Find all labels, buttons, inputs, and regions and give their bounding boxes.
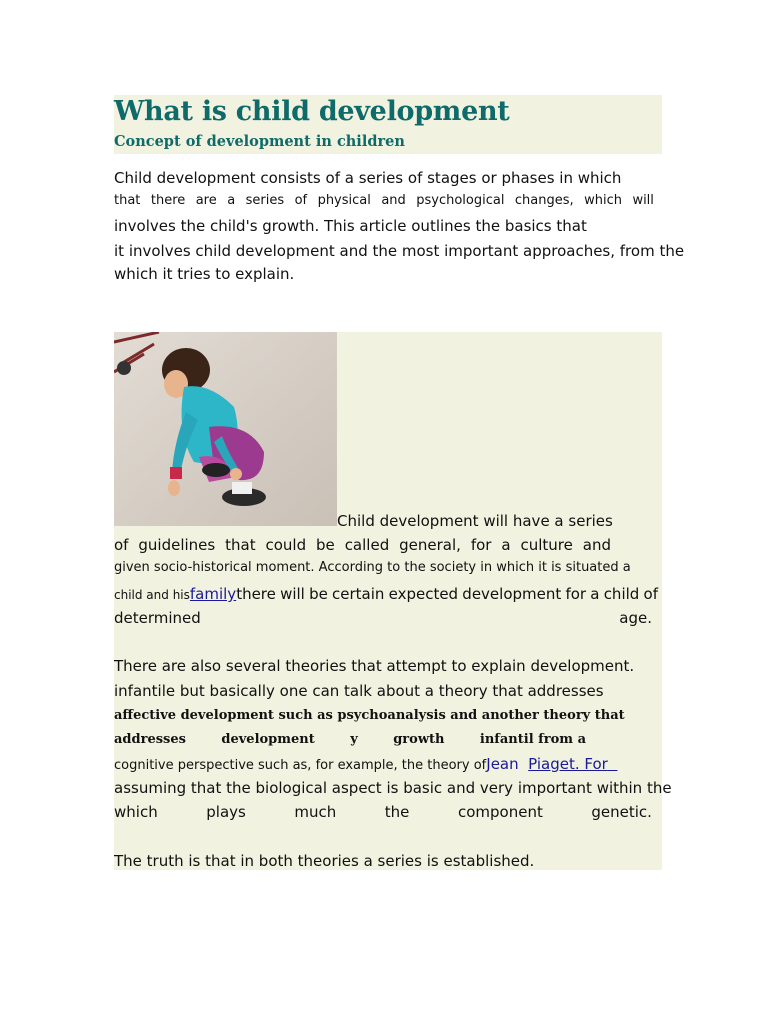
word: y (350, 732, 358, 747)
intro-line-3: involves the child's growth. This article outlines the basics that (114, 217, 587, 235)
para2-line-2: infantile but basically one can talk about a theory that addresses (114, 682, 604, 700)
word: changes, (514, 193, 574, 208)
word: which (584, 193, 622, 208)
intro-line-2 (114, 191, 654, 211)
intro-line-5: which it tries to explain. (114, 265, 295, 283)
word: genetic. (591, 803, 652, 821)
word: could (265, 536, 307, 554)
word: expected (388, 585, 459, 603)
para1-line-4-rest (236, 584, 658, 604)
para1-line-4-prefix: child and his (114, 588, 190, 602)
word: of (294, 193, 308, 208)
intro-line-1: Child development consists of a series of stages or phases in which (114, 169, 622, 187)
para1-line-5 (114, 608, 652, 628)
para2-line-5 (114, 754, 617, 776)
word: of (114, 536, 129, 554)
word: child (603, 585, 640, 603)
word: culture (520, 536, 573, 554)
word: development (462, 585, 562, 603)
para2-line-3: affective development such as psychoanalysis and another theory that (114, 708, 625, 723)
para1-line-5-right: age. (619, 609, 652, 627)
word: and (582, 536, 611, 554)
word: and (381, 193, 406, 208)
word: psychological (416, 193, 505, 208)
piaget-link[interactable]: Piaget. For (528, 755, 608, 773)
word: general, (399, 536, 461, 554)
word: of (643, 585, 658, 603)
para1-line-1: Child development will have a series (337, 512, 613, 530)
para1-line-5-left: determined (114, 609, 201, 627)
para2-line-1: There are also several theories that attempt to explain development. (114, 657, 635, 675)
word: plays (206, 803, 246, 821)
title-block (114, 95, 662, 154)
word: called (344, 536, 390, 554)
para2-line-4 (114, 730, 586, 750)
word: guidelines (138, 536, 216, 554)
word: which (114, 803, 158, 821)
word: growth (393, 732, 445, 747)
intro-line-4: it involves child development and the most important approaches, from the (114, 242, 685, 260)
word: much (294, 803, 337, 821)
word: will (280, 585, 305, 603)
word: infantil from a (479, 732, 586, 747)
child-crouching-photo-icon (114, 332, 337, 526)
para2-line-7 (114, 802, 652, 822)
word: that (225, 536, 256, 554)
jean-link[interactable]: Jean (486, 755, 519, 773)
word: physical (317, 193, 371, 208)
word: component (457, 803, 543, 821)
word: are (195, 193, 217, 208)
word: certain (332, 585, 385, 603)
word: series (245, 193, 285, 208)
para1-line-2 (114, 535, 611, 555)
word: there (236, 585, 276, 603)
word: there (150, 193, 186, 208)
para1-line-3: given socio-historical moment. According to the society in which it is situated a (114, 560, 631, 575)
word: that (114, 193, 141, 208)
word: a (590, 585, 600, 603)
word: be (309, 585, 328, 603)
para2-line-6: assuming that the biological aspect is basic and very important within the (114, 779, 672, 797)
word: addresses (114, 732, 186, 747)
word: will (632, 193, 654, 208)
family-link[interactable]: family (189, 585, 237, 603)
word: for (565, 585, 587, 603)
para1-line-4 (114, 584, 658, 605)
word: a (501, 536, 511, 554)
child-photo (114, 332, 337, 526)
para3-line-1: The truth is that in both theories a series is established. (114, 852, 535, 870)
page-title: What is child development (114, 96, 510, 127)
word: for (470, 536, 492, 554)
word: the (384, 803, 410, 821)
word: be (316, 536, 335, 554)
page-subtitle: Concept of development in children (114, 133, 405, 150)
word: a (227, 193, 236, 208)
word: development (221, 732, 315, 747)
para2-line-5-prefix: cognitive perspective such as, for example, the theory of (114, 758, 487, 773)
